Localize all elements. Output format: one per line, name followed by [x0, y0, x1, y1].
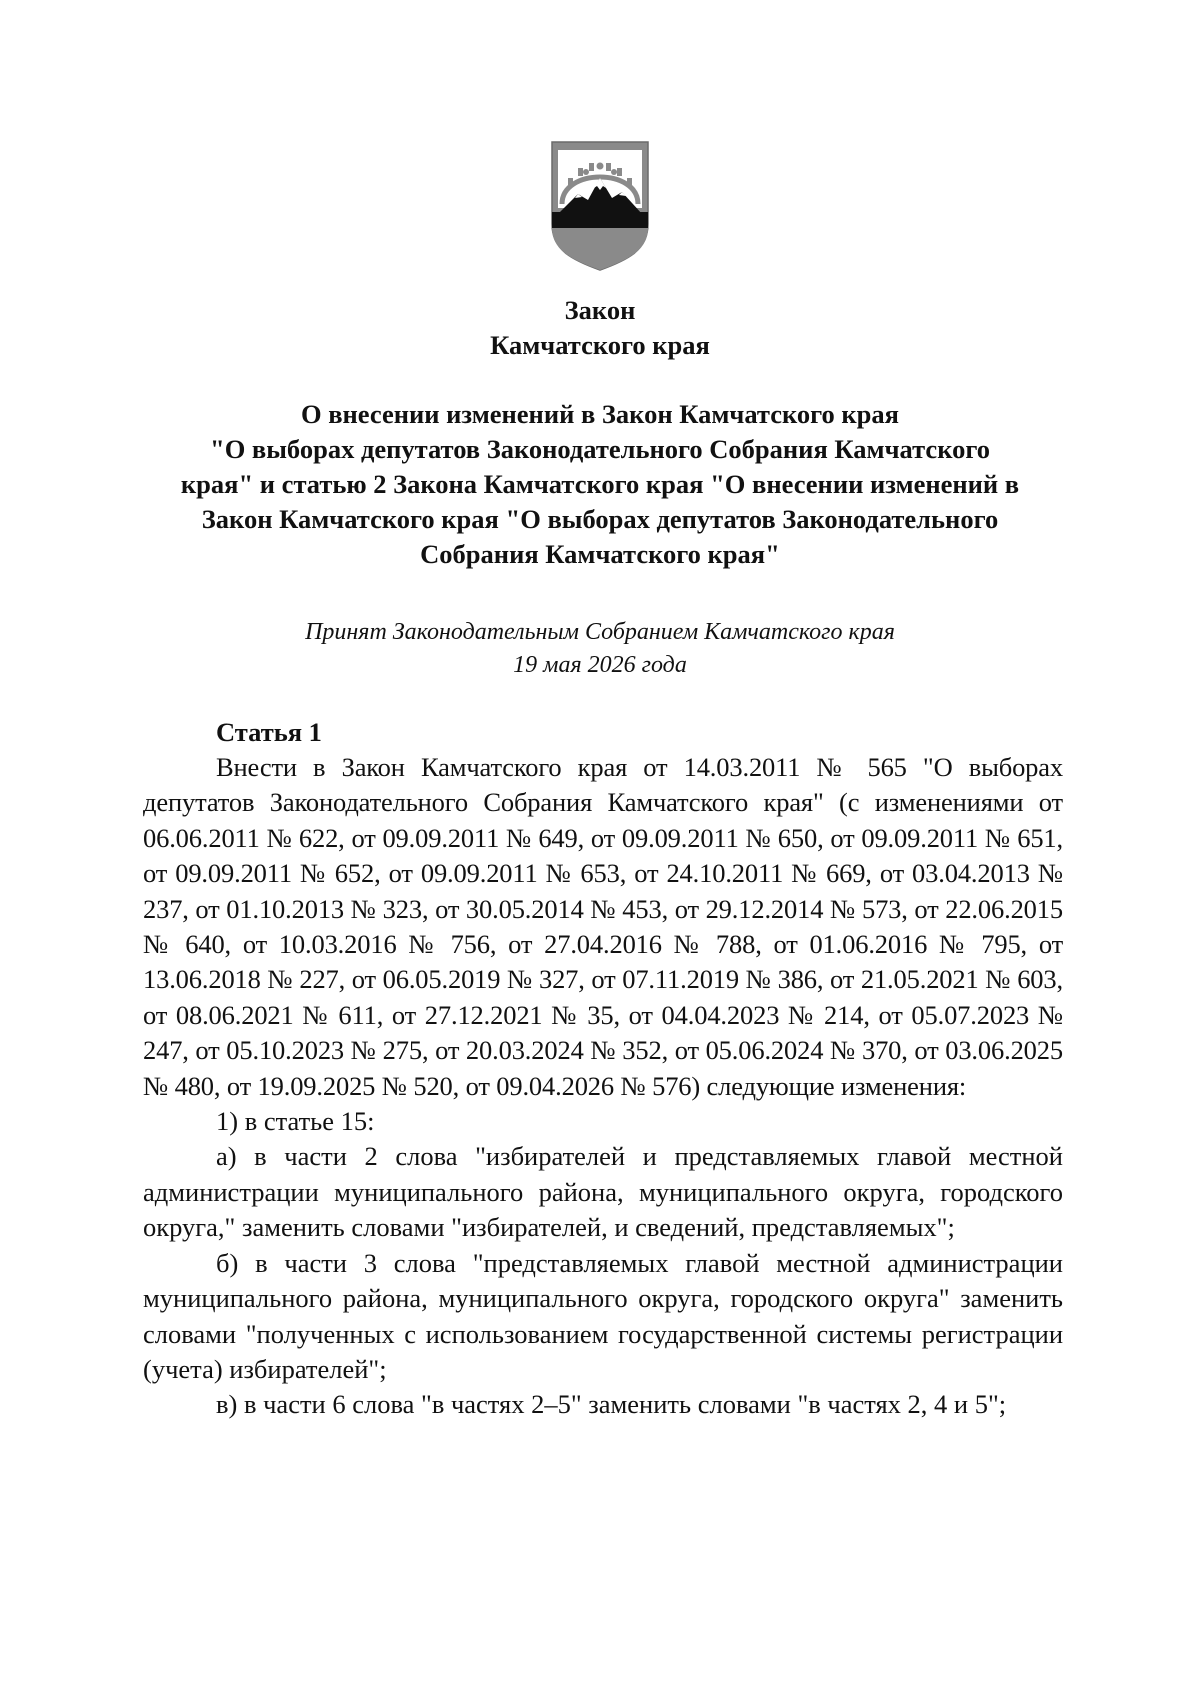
article-heading: Статья 1 [216, 717, 322, 747]
adoption-date: 19 мая 2026 года [513, 652, 687, 678]
adoption-note [0, 616, 1200, 682]
region-name: Камчатского края [490, 330, 710, 360]
article-body [143, 750, 1063, 1423]
item-a: а) в части 2 слова "избирателей и представляемых главой местной администрации муниципального района, муниципального округа, городского округа," заменить словами "избирателей, и сведений, представляемых"; [143, 1141, 1063, 1243]
law-subject-title [0, 397, 1200, 572]
subject-line: Закон Камчатского края "О выборах депутатов Законодательного [201, 504, 999, 534]
subject-line: О внесении изменений в Закон Камчатского края [300, 399, 900, 429]
law-word: Закон [564, 295, 636, 325]
coat-of-arms-icon [548, 138, 652, 274]
coat-of-arms-emblem [548, 138, 652, 274]
adoption-body: Принят Законодательным Собранием Камчатского края [305, 619, 895, 645]
item-c: в) в части 6 слова "в частях 2–5" заменить словами "в частях 2, 4 и 5"; [216, 1389, 1007, 1420]
subject-line: "О выборах депутатов Законодательного Собрания Камчатского [209, 434, 990, 464]
article-intro-paragraph: Внести в Закон Камчатского края от 14.03.2011 № 565 "О выборах депутатов Законодательного Собрания Камчатского края" (с изменениями от 06.06.2011 № 622, от 09.09.2011 № 649, от 09.09.2011 № 650, от 09.09.2011 № 651, от 09.09.2011 № 652, от 09.09.2011 № 653, от 24.10.2011 № 669, от 03.04.2013 № 237, от 01.10.2013 № 323, от 30.05.2014 № 453, от 29.12.2014 № 573, от 22.06.2015 № 640, от 10.03.2016 № 756, от 27.04.2016 № 788, от 01.06.2016 № 795, от 13.06.2018 № 227, от 06.05.2019 № 327, от 07.11.2019 № 386, от 21.05.2021 № 603, от 08.06.2021 № 611, от 27.12.2021 № 35, от 04.04.2023 № 214, от 05.07.2023 № 247, от 05.10.2023 № 275, от 20.03.2024 № 352, от 05.06.2024 № 370, от 03.06.2025 № 480, от 19.09.2025 № 520, от 09.04.2026 № 576) следующие изменения: [143, 752, 1063, 1101]
subject-line: края" и статью 2 Закона Камчатского края "О внесении изменений в [180, 469, 1020, 499]
item-1: 1) в статье 15: [216, 1106, 375, 1137]
law-heading [0, 293, 1200, 363]
subject-line: Собрания Камчатского края" [420, 539, 780, 569]
item-b: б) в части 3 слова "представляемых главой местной администрации муниципального района, муниципального округа, городского округа" заменить словами "полученных с использованием государственной системы регистрации (учета) избирателей"; [143, 1247, 1063, 1384]
